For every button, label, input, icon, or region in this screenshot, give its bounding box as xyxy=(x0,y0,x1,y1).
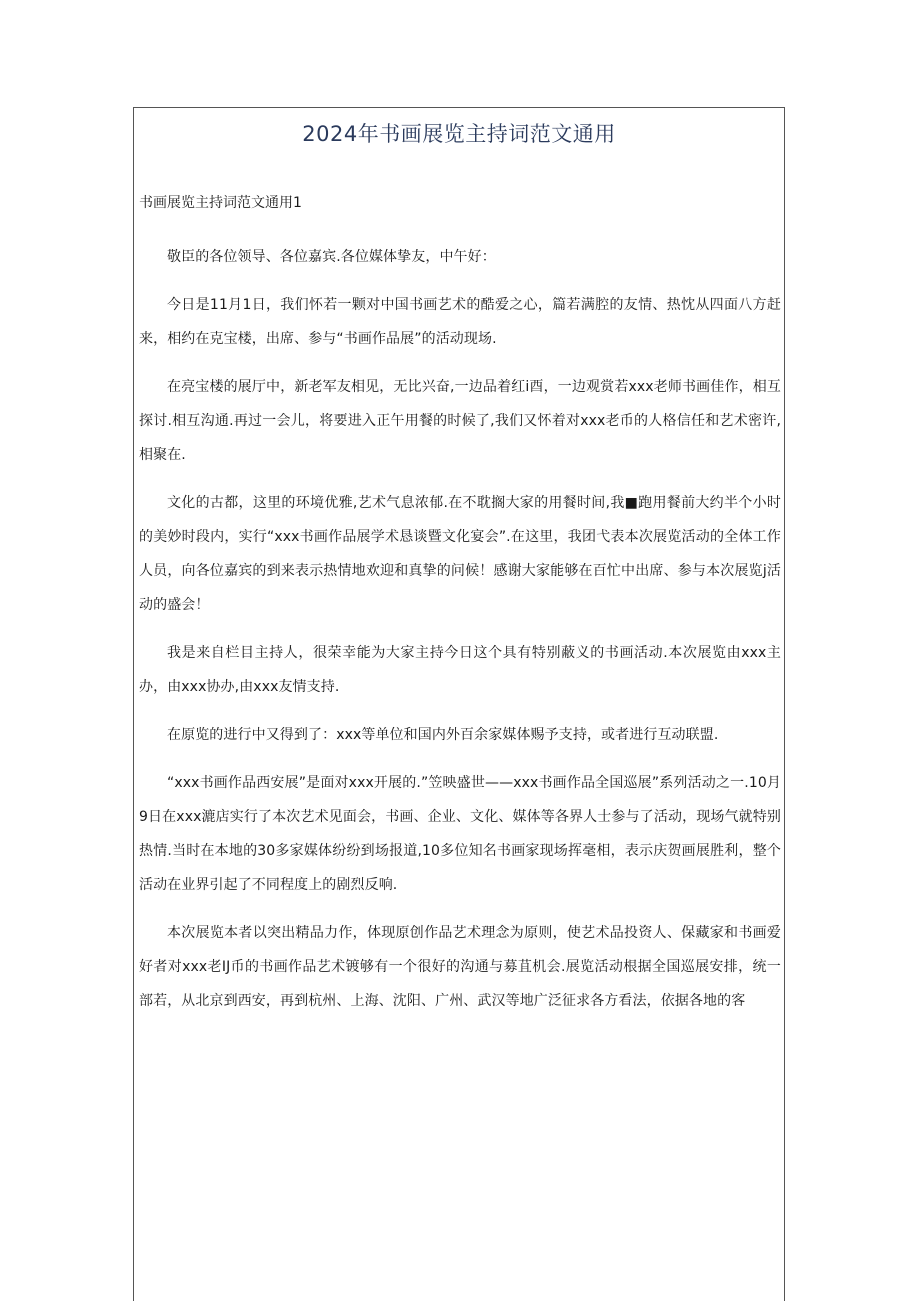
section-heading: 书画展览主持词范文通用1 xyxy=(139,195,302,211)
document-page xyxy=(133,107,785,1301)
paragraph: 敬臣的各位领导、各位嘉宾.各位媒体挚友，中午好： xyxy=(167,249,496,265)
paragraph: 今日是11月1日，我们怀若一颗对中国书画艺术的酷爱之心，篇若满腔的友情、热忱从四面八方赶来，相约在克宝楼，出席、参与“书画作品展”的活动现场. xyxy=(139,297,781,347)
paragraph: 在原览的进行中又得到了：xxx等单位和国内外百余家媒体赐予支持，或者进行互动联盟. xyxy=(167,727,719,743)
paragraph: “xxx书画作品西安展”是面对xxx开展的.”笠映盛世——xxx书画作品全国巡展”系列活动之一.10月9日在xxx漉店实行了本次艺术见面会，书画、企业、文化、媒体等各界人士参与了活动，现场气就特别热情.当时在本地的30多家媒体纷纷到场报道,10多位知名书画家现场挥毫相，表示庆贺画展胜利，整个活动在业界引起了不同程度上的剧烈反响. xyxy=(139,775,781,893)
paragraph: 在亮宝楼的展厅中，新老军友相见，无比兴奋,一边品着红i酉，一边观赏若xxx老师书画佳作，相互探讨.相互沟通.再过一会儿，将要进入正午用餐的时候了,我们又怀着对xxx老币的人格信任和艺术密许,相聚在. xyxy=(139,379,781,463)
paragraph: 我是来自栏目主持人，很荣幸能为大家主持今日这个具有特别蔽义的书画活动.本次展览由xxx主办，由xxx协办,由xxx友情支持. xyxy=(139,645,781,695)
document-body xyxy=(139,240,781,1032)
paragraph: 文化的古都，这里的环境优雅,艺术气息浓郁.在不耽搁大家的用餐时间,我■跑用餐前大约半个小时的美妙时段内，实行“xxx书画作品展学术恳谈暨文化宴会”.在这里，我团弋表本次展览活动的全体工作人员，向各位嘉宾的到来表示热情地欢迎和真挚的问候！感谢大家能够在百忙中出席、参与本次展览j活动的盛会！ xyxy=(139,495,781,613)
paragraph: 本次展览本者以突出精品力作，体现原创作品艺术理念为原则，使艺术品投资人、保藏家和书画爱好者对xxx老IJ币的书画作品艺术镀够有一个很好的沟通与募苴机会.展览活动根据全国巡展安排，统一部若，从北京到西安，再到杭州、上海、沈阳、广州、武汉等地广泛征求各方看法，依据各地的客 xyxy=(139,925,781,1009)
document-title: 2024年书画展览主持词范文通用 xyxy=(302,122,616,146)
